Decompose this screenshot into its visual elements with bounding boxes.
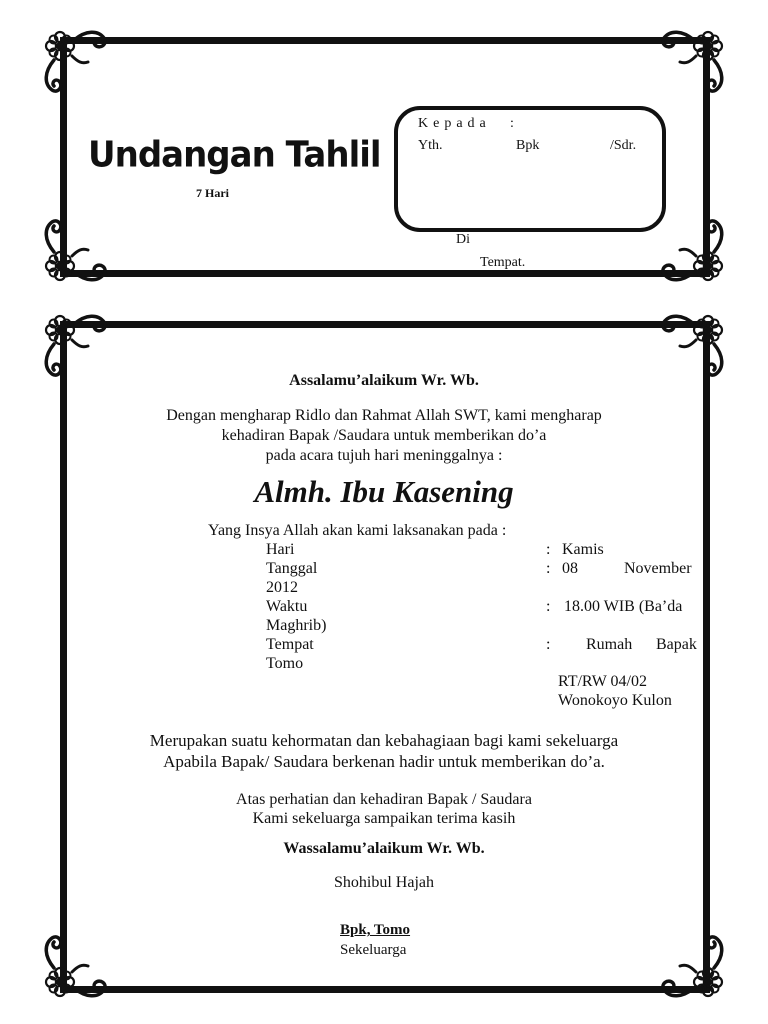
signer-name: Bpk, Tomo	[340, 922, 411, 938]
tanggal-value-month: November	[624, 560, 692, 577]
flower-scroll-ornament-icon	[656, 28, 726, 98]
flower-scroll-ornament-icon	[656, 214, 726, 284]
detail-colon: :	[546, 541, 551, 558]
recipient-yth: Yth.	[418, 138, 443, 153]
opening-line: kehadiran Bapak /Saudara untuk memberikan do’a	[221, 427, 547, 444]
thanks-paragraph	[0, 790, 768, 828]
tanggal-year: 2012	[266, 579, 298, 596]
tempat-cont: Tomo	[266, 655, 304, 672]
deceased-name: Almh. Ibu Kasening	[254, 474, 514, 509]
hari-value: Kamis	[562, 541, 604, 558]
flower-scroll-ornament-icon	[656, 930, 726, 1000]
thanks-line: Atas perhatian dan kehadiran Bapak / Saudara	[236, 791, 532, 808]
detail-colon: :	[546, 598, 551, 615]
host-label: Shohibul Hajah	[334, 874, 434, 891]
invitation-subtitle: 7 Hari	[196, 186, 229, 200]
flower-scroll-ornament-icon	[42, 214, 112, 284]
honor-line: Merupakan suatu kehormatan dan kebahagiaan bagi kami sekeluarga	[149, 731, 619, 750]
thanks-line: Kami sekeluarga sampaikan terima kasih	[252, 810, 516, 827]
address-line-2: Wonokoyo Kulon	[558, 692, 672, 709]
tanggal-value-day: 08	[562, 560, 578, 577]
tempat-value-a: Rumah	[586, 636, 633, 653]
recipient-sdr: /Sdr.	[610, 138, 637, 153]
tempat-value-b: Bapak	[656, 636, 697, 653]
tempat-label: Tempat	[266, 636, 314, 653]
honor-paragraph	[0, 730, 768, 772]
recipient-kepada-label: Kepada	[418, 116, 491, 131]
hari-label: Hari	[266, 541, 295, 558]
honor-line: Apabila Bapak/ Saudara berkenan hadir untuk memberikan do’a.	[163, 752, 605, 771]
recipient-kepada-colon: :	[510, 116, 514, 131]
event-intro: Yang Insya Allah akan kami laksanakan pada :	[208, 522, 507, 539]
recipient-bpk: Bpk	[516, 138, 540, 153]
flower-scroll-ornament-icon	[42, 930, 112, 1000]
opening-paragraph	[0, 406, 768, 466]
waktu-value: 18.00 WIB (Ba’da	[564, 598, 683, 615]
flower-scroll-ornament-icon	[42, 28, 112, 98]
detail-colon: :	[546, 636, 551, 653]
opening-greeting: Assalamu’alaikum Wr. Wb.	[289, 372, 479, 389]
waktu-label: Waktu	[266, 598, 308, 615]
opening-line: pada acara tujuh hari meninggalnya :	[265, 447, 503, 464]
recipient-tempat: Tempat.	[480, 255, 526, 270]
invitation-title: Undangan Tahlil	[88, 134, 381, 176]
waktu-cont: Maghrib)	[266, 617, 327, 634]
detail-colon: :	[546, 560, 551, 577]
recipient-di: Di	[456, 232, 470, 247]
closing-greeting: Wassalamu’alaikum Wr. Wb.	[283, 840, 485, 857]
opening-line: Dengan mengharap Ridlo dan Rahmat Allah SWT, kami mengharap	[166, 407, 602, 424]
address-line-1: RT/RW 04/02	[558, 673, 647, 690]
signer-family: Sekeluarga	[340, 942, 407, 958]
tanggal-label: Tanggal	[266, 560, 318, 577]
